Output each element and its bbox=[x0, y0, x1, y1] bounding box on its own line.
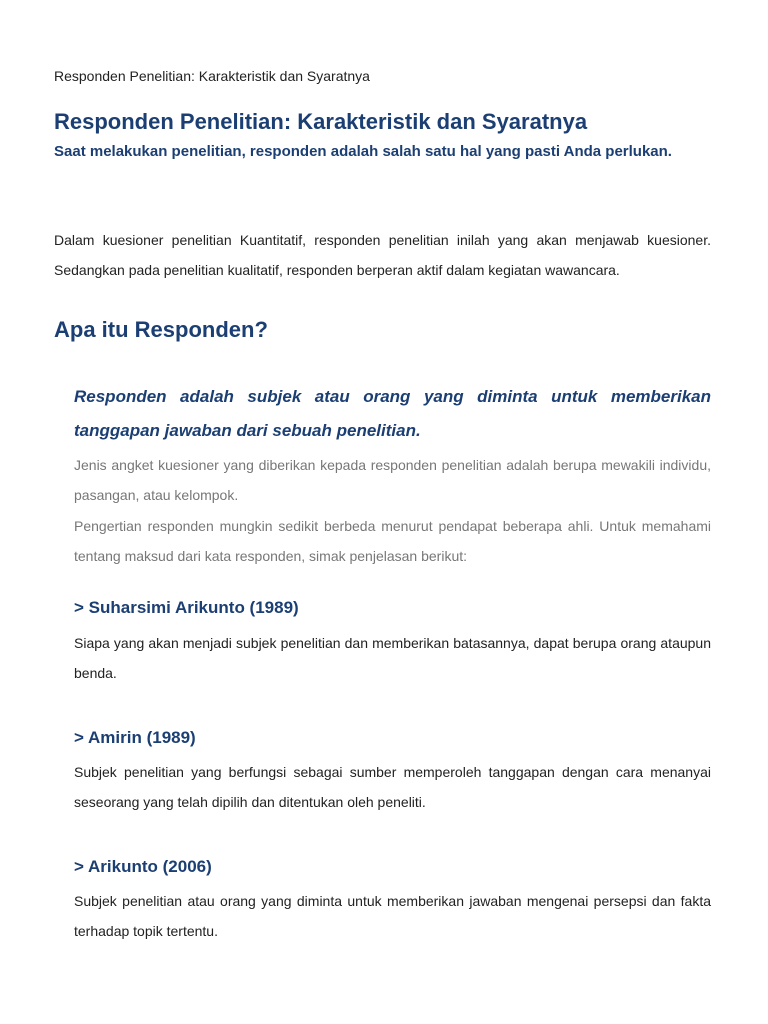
definition-quote: Responden adalah subjek atau orang yang diminta untuk memberikan tanggapan jawaban dari sebuah penelitian. bbox=[74, 387, 711, 440]
document-label: Responden Penelitian: Karakteristik dan Syaratnya bbox=[54, 68, 370, 84]
section-heading: Apa itu Responden? bbox=[54, 317, 268, 342]
lead-paragraph: Saat melakukan penelitian, responden adalah salah satu hal yang pasti Anda perlukan. bbox=[54, 143, 672, 160]
expert-description: Subjek penelitian yang berfungsi sebagai sumber memperoleh tanggapan dengan cara menanyai seseorang yang telah dipilih dan ditentukan oleh peneliti. bbox=[74, 764, 711, 810]
pengertian-paragraph: Pengertian responden mungkin sedikit berbeda menurut pendapat beberapa ahli. Untuk memahami tentang maksud dari kata responden, simak penjelasan berikut: bbox=[74, 518, 711, 564]
expert-heading-arikunto-2006: > Arikunto (2006) bbox=[74, 857, 212, 876]
page-title: Responden Penelitian: Karakteristik dan Syaratnya bbox=[54, 109, 588, 134]
expert-heading-amirin-1989: > Amirin (1989) bbox=[74, 728, 196, 747]
expert-description: Siapa yang akan menjadi subjek penelitian dan memberikan batasannya, dapat berupa orang ataupun benda. bbox=[74, 635, 711, 681]
intro-paragraph: Dalam kuesioner penelitian Kuantitatif, responden penelitian inilah yang akan menjawab kuesioner. Sedangkan pada penelitian kualitatif, responden berperan aktif dalam kegiatan wawancara. bbox=[54, 232, 711, 278]
expert-heading-arikunto-1989: > Suharsimi Arikunto (1989) bbox=[74, 598, 299, 617]
angket-paragraph: Jenis angket kuesioner yang diberikan kepada responden penelitian adalah berupa mewakili individu, pasangan, atau kelompok. bbox=[74, 457, 711, 503]
expert-description: Subjek penelitian atau orang yang diminta untuk memberikan jawaban mengenai persepsi dan fakta terhadap topik tertentu. bbox=[74, 893, 711, 939]
